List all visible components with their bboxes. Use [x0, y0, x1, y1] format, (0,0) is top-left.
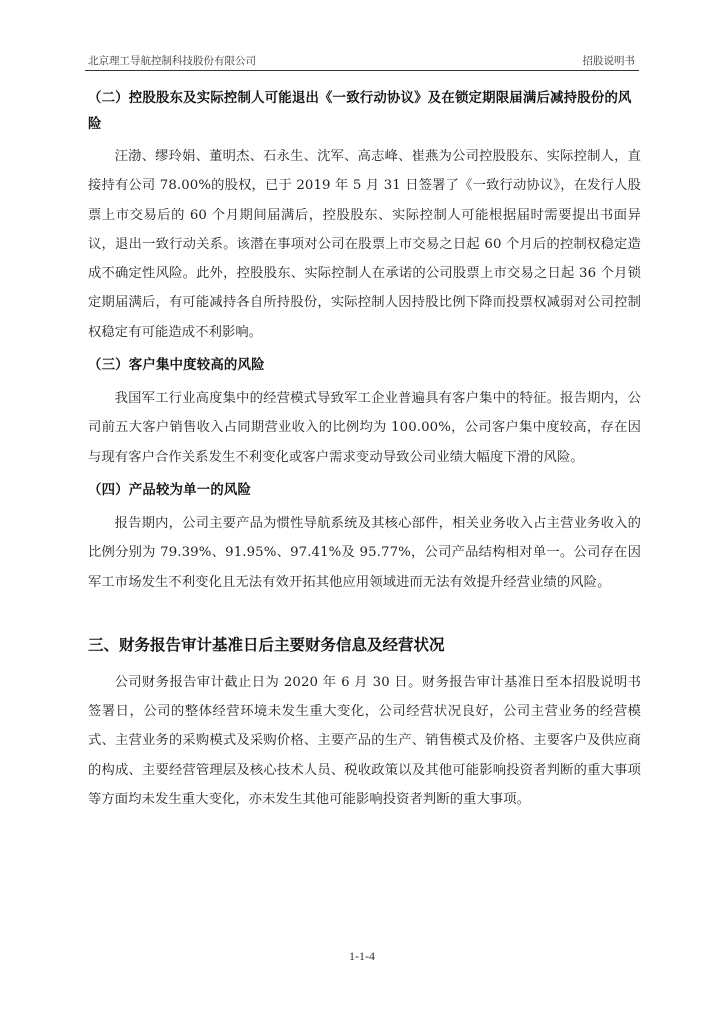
page-number: 1-1-4: [349, 949, 375, 963]
heading-risk-single-product: （四）产品较为单一的风险: [88, 482, 252, 498]
header-company-name: 北京理工导航控制科技股份有限公司: [88, 55, 256, 67]
heading-risk-controlling-shareholders: （二）控股股东及实际控制人可能退出《一致行动协议》及在锁定期限届满后减持股份的风险: [88, 91, 632, 132]
paragraph-risk-customer-concentration: 我国军工行业高度集中的经营模式导致军工企业普遍具有客户集中的特征。报告期内，公司前五大客户销售收入占同期营业收入的比例均为 100.00%，公司客户集中度较高，存在因与现有客户合作关系发生不利变化或客户需求变动导致公司业绩大幅度下滑的风险。: [88, 391, 641, 465]
document-body: [88, 86, 641, 814]
paragraph-risk-controlling-shareholders: 汪渤、缪玲娟、董明杰、石永生、沈军、高志峰、崔燕为公司控股股东、实际控制人，直接持有公司 78.00%的股权，已于 2019 年 5 月 31 日签署了《一致行动协议》，在发行人股票上市交易后的 60 个月期间届满后，控股股东、实际控制人可能根据届时需要提出书面异议，退出一致行动关系。该潜在事项对公司在股票上市交易之日起 60 个月后的控制权稳定造成不确定性风险。此外，控股股东、实际控制人在承诺的公司股票上市交易之日起 36 个月锁定期届满后，有可能减持各自所持股份，实际控制人因持股比例下降而投票权减弱对公司控制权稳定有可能造成不利影响。: [88, 149, 641, 340]
header-document-type: 招股说明书: [582, 55, 635, 67]
page-header: [85, 50, 639, 71]
heading-risk-customer-concentration: （三）客户集中度较高的风险: [88, 358, 265, 374]
heading-post-audit-financial-info: 三、财务报告审计基准日后主要财务信息及经营状况: [88, 635, 445, 654]
paragraph-post-audit-financial-info: 公司财务报告审计截止日为 2020 年 6 月 30 日。财务报告审计基准日至本招股说明书签署日，公司的整体经营环境未发生重大变化，公司经营状况良好，公司主营业务的经营模式、主营业务的采购模式及采购价格、主要产品的生产、销售模式及价格、主要客户及供应商的构成、主要经营管理层及核心技术人员、税收政策以及其他可能影响投资者判断的重大事项等方面均未发生重大变化，亦未发生其他可能影响投资者判断的重大事项。: [88, 674, 641, 808]
paragraph-risk-single-product: 报告期内，公司主要产品为惯性导航系统及其核心部件，相关业务收入占主营业务收入的比例分别为 79.39%、91.95%、97.41%及 95.77%，公司产品结构相对单一。公司存在因军工市场发生不利变化且无法有效开拓其他应用领域进而无法有效提升经营业绩的风险。: [88, 515, 641, 590]
